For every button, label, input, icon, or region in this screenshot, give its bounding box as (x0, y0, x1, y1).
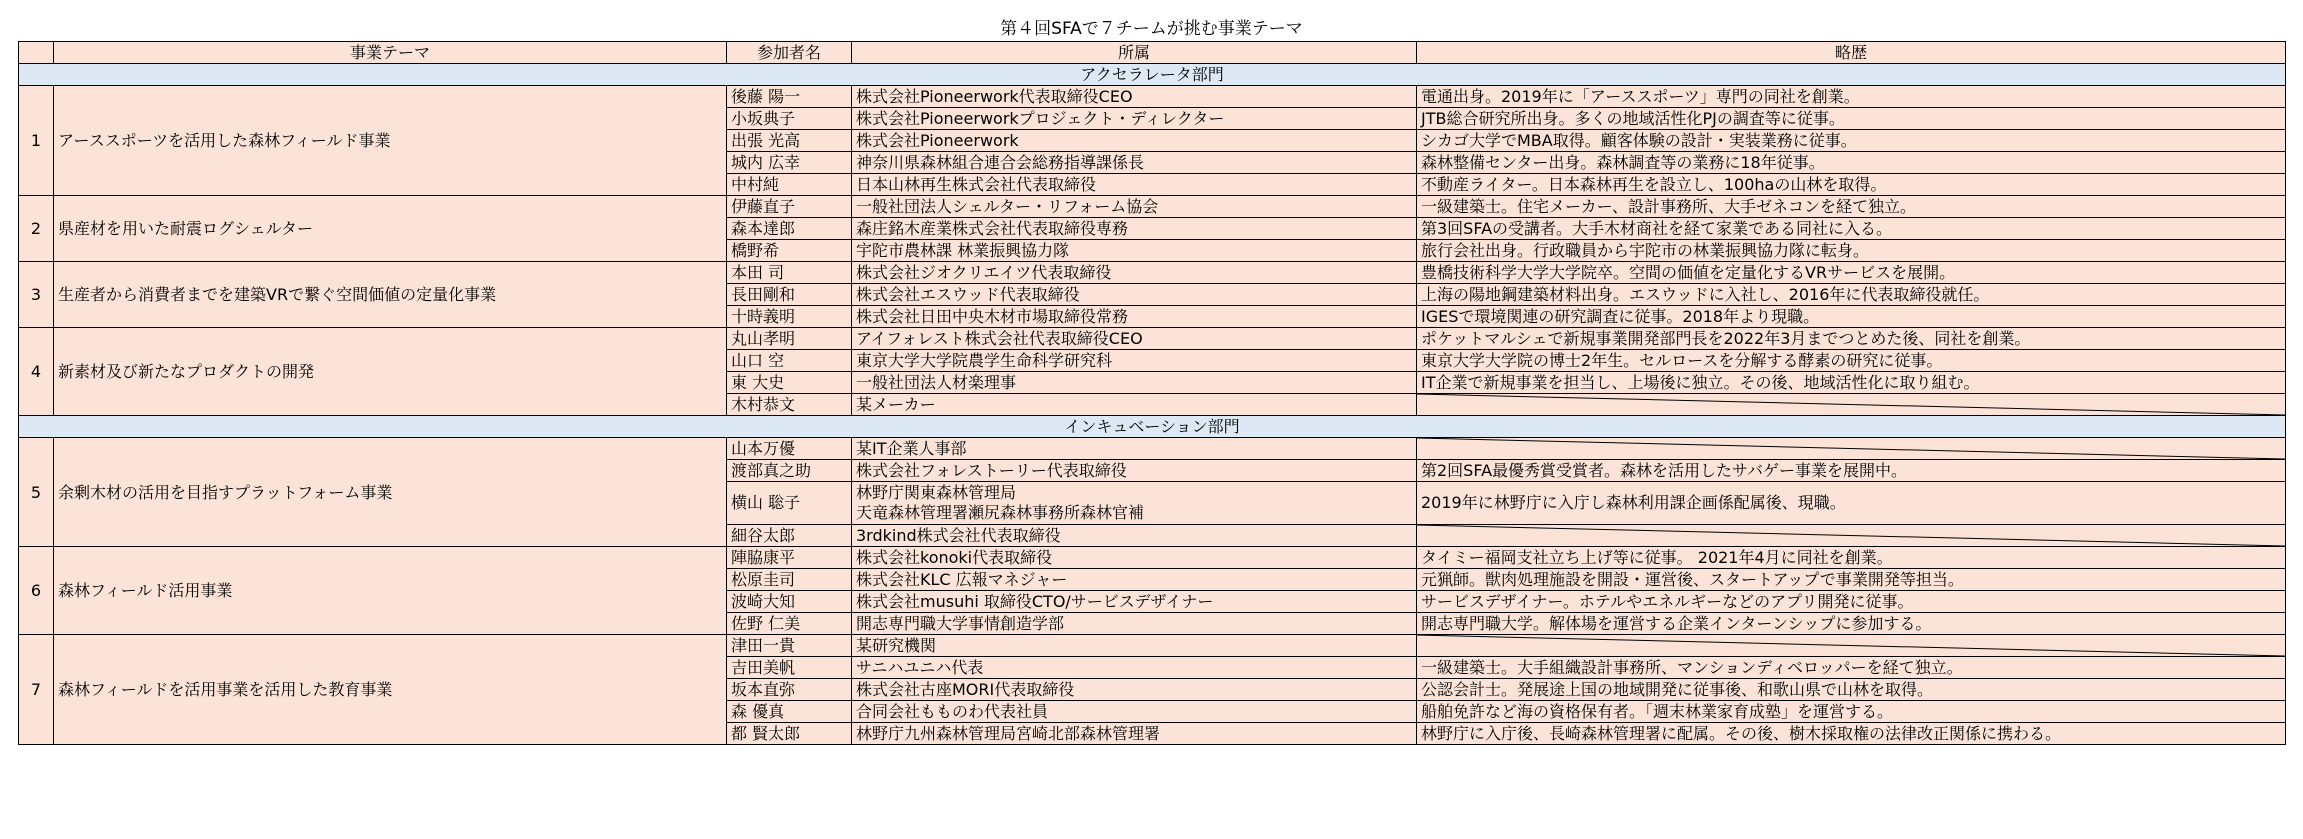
member-name: 吉田美帆 (727, 657, 852, 679)
member-bio: 東京大学大学院の博士2年生。セルロースを分解する酵素の研究に従事。 (1417, 350, 2286, 372)
themes-table (18, 41, 2286, 745)
member-bio: 船舶免許など海の資格保有者。「週末林業家育成塾」を運営する。 (1417, 701, 2286, 723)
member-name: 十時義明 (727, 306, 852, 328)
project-theme: 生産者から消費者までを建築VRで繋ぐ空間価値の定量化事業 (54, 262, 727, 328)
member-bio: サービスデザイナー。ホテルやエネルギーなどのアプリ開発に従事。 (1417, 591, 2286, 613)
section-title: アクセラレータ部門 (19, 64, 2286, 86)
member-name: 本田 司 (727, 262, 852, 284)
member-name: 城内 広幸 (727, 152, 852, 174)
member-affiliation: 株式会社konoki代表取締役 (852, 547, 1417, 569)
project-theme: 新素材及び新たなプロダクトの開発 (54, 328, 727, 416)
member-bio: 一級建築士。住宅メーカー、設計事務所、大手ゼネコンを経て独立。 (1417, 196, 2286, 218)
member-affiliation: 森庄銘木産業株式会社代表取締役専務 (852, 218, 1417, 240)
member-bio: 第2回SFA最優秀賞受賞者。森林を活用したサバゲー事業を展開中。 (1417, 460, 2286, 482)
member-name: 橋野希 (727, 240, 852, 262)
member-name: 小坂典子 (727, 108, 852, 130)
project-number: 5 (19, 438, 54, 547)
empty-cell-slash (1417, 438, 2285, 459)
member-name: 丸山孝明 (727, 328, 852, 350)
member-affiliation: 某メーカー (852, 394, 1417, 416)
member-affiliation: 株式会社ジオクリエイツ代表取締役 (852, 262, 1417, 284)
member-name: 横山 聡子 (727, 482, 852, 525)
member-bio: 一級建築士。大手組織設計事務所、マンションディベロッパーを経て独立。 (1417, 657, 2286, 679)
member-name: 都 賢太郎 (727, 723, 852, 745)
member-affiliation: 株式会社Pioneerwork (852, 130, 1417, 152)
member-bio: 2019年に林野庁に入庁し森林利用課企画係配属後、現職。 (1417, 482, 2286, 525)
member-affiliation (852, 482, 1417, 525)
member-name: 津田一貴 (727, 635, 852, 657)
member-name: 長田剛和 (727, 284, 852, 306)
table-row (19, 196, 2286, 218)
project-number: 4 (19, 328, 54, 416)
table-row (19, 328, 2286, 350)
project-theme: アーススポーツを活用した森林フィールド事業 (54, 86, 727, 196)
member-bio: 第3回SFAの受講者。大手木材商社を経て家業である同社に入る。 (1417, 218, 2286, 240)
project-number: 7 (19, 635, 54, 745)
member-affiliation: 一般社団法人材楽理事 (852, 372, 1417, 394)
page-title: 第４回SFAで７チームが挑む事業テーマ (1000, 19, 1303, 39)
member-name: 中村純 (727, 174, 852, 196)
member-name: 渡部真之助 (727, 460, 852, 482)
member-bio: 公認会計士。発展途上国の地域開発に従事後、和歌山県で山林を取得。 (1417, 679, 2286, 701)
member-bio: タイミー福岡支社立ち上げ等に従事。 2021年4月に同社を創業。 (1417, 547, 2286, 569)
header-theme: 事業テーマ (54, 42, 727, 64)
empty-cell-slash (1417, 394, 2285, 415)
section-row (19, 64, 2286, 86)
member-bio (1417, 438, 2286, 460)
section-row (19, 416, 2286, 438)
project-number: 6 (19, 547, 54, 635)
member-name: 東 大史 (727, 372, 852, 394)
member-bio (1417, 394, 2286, 416)
table-row (19, 86, 2286, 108)
member-affiliation: 株式会社Pioneerworkプロジェクト・ディレクター (852, 108, 1417, 130)
affiliation-line-1: 林野庁関東森林管理局 (856, 483, 1017, 502)
member-affiliation: 3rdkind株式会社代表取締役 (852, 525, 1417, 547)
member-bio: 林野庁に入庁後、長崎森林管理署に配属。その後、樹木採取権の法律改正関係に携わる。 (1417, 723, 2286, 745)
project-theme: 余剰木材の活用を目指すプラットフォーム事業 (54, 438, 727, 547)
section-title: インキュベーション部門 (19, 416, 2286, 438)
member-affiliation: 神奈川県森林組合連合会総務指導課係長 (852, 152, 1417, 174)
project-theme: 県産材を用いた耐震ログシェルター (54, 196, 727, 262)
member-name: 山口 空 (727, 350, 852, 372)
project-theme: 森林フィールド活用事業 (54, 547, 727, 635)
member-affiliation: 林野庁九州森林管理局宮崎北部森林管理署 (852, 723, 1417, 745)
table-body (19, 64, 2286, 745)
member-name: 坂本直弥 (727, 679, 852, 701)
header-bio: 略歴 (1417, 42, 2286, 64)
member-bio: IT企業で新規事業を担当し、上場後に独立。その後、地域活性化に取り組む。 (1417, 372, 2286, 394)
member-bio: JTB総合研究所出身。多くの地域活性化PJの調査等に従事。 (1417, 108, 2286, 130)
project-number: 1 (19, 86, 54, 196)
project-theme: 森林フィールドを活用事業を活用した教育事業 (54, 635, 727, 745)
empty-cell-slash (1417, 635, 2285, 656)
member-bio: ポケットマルシェで新規事業開発部門長を2022年3月までつとめた後、同社を創業。 (1417, 328, 2286, 350)
member-name: 山本万優 (727, 438, 852, 460)
member-bio: 豊橋技術科学大学大学院卒。空間の価値を定量化するVRサービスを展開。 (1417, 262, 2286, 284)
member-affiliation: 某IT企業人事部 (852, 438, 1417, 460)
member-bio: 開志専門職大学。解体場を運営する企業インターンシップに参加する。 (1417, 613, 2286, 635)
member-affiliation: 株式会社Pioneerwork代表取締役CEO (852, 86, 1417, 108)
member-name: 森 優真 (727, 701, 852, 723)
member-affiliation: 一般社団法人シェルター・リフォーム協会 (852, 196, 1417, 218)
table-row (19, 262, 2286, 284)
member-affiliation: 株式会社日田中央木材市場取締役常務 (852, 306, 1417, 328)
member-name: 出張 光高 (727, 130, 852, 152)
member-affiliation: 株式会社musuhi 取締役CTO/サービスデザイナー (852, 591, 1417, 613)
member-name: 森本達郎 (727, 218, 852, 240)
member-name: 松原圭司 (727, 569, 852, 591)
member-bio: シカゴ大学でMBA取得。顧客体験の設計・実装業務に従事。 (1417, 130, 2286, 152)
table-row (19, 547, 2286, 569)
member-bio (1417, 525, 2286, 547)
member-affiliation: 株式会社フォレストーリー代表取締役 (852, 460, 1417, 482)
member-bio: 森林整備センター出身。森林調査等の業務に18年従事。 (1417, 152, 2286, 174)
member-affiliation: 株式会社エスウッド代表取締役 (852, 284, 1417, 306)
member-bio: 旅行会社出身。行政職員から宇陀市の林業振興協力隊に転身。 (1417, 240, 2286, 262)
member-bio (1417, 635, 2286, 657)
member-bio: 不動産ライター。日本森林再生を設立し、100haの山林を取得。 (1417, 174, 2286, 196)
header-name: 参加者名 (727, 42, 852, 64)
member-name: 伊藤直子 (727, 196, 852, 218)
member-affiliation: 日本山林再生株式会社代表取締役 (852, 174, 1417, 196)
header-row (19, 42, 2286, 64)
member-name: 佐野 仁美 (727, 613, 852, 635)
member-affiliation: 宇陀市農林課 林業振興協力隊 (852, 240, 1417, 262)
member-name: 後藤 陽一 (727, 86, 852, 108)
member-affiliation: 開志専門職大学事情創造学部 (852, 613, 1417, 635)
member-affiliation: 東京大学大学院農学生命科学研究科 (852, 350, 1417, 372)
project-number: 2 (19, 196, 54, 262)
member-bio: IGESで環境関連の研究調査に従事。2018年より現職。 (1417, 306, 2286, 328)
member-name: 木村恭文 (727, 394, 852, 416)
member-bio: 上海の陽地鋼建築材料出身。エスウッドに入社し、2016年に代表取締役就任。 (1417, 284, 2286, 306)
table-row (19, 438, 2286, 460)
header-affiliation: 所属 (852, 42, 1417, 64)
affiliation-line-2: 天竜森林管理署瀬尻森林事務所森林官補 (856, 503, 1145, 522)
project-number: 3 (19, 262, 54, 328)
table-row (19, 635, 2286, 657)
member-affiliation: 合同会社もものわ代表社員 (852, 701, 1417, 723)
member-affiliation: 株式会社KLC 広報マネジャー (852, 569, 1417, 591)
member-affiliation: アイフォレスト株式会社代表取締役CEO (852, 328, 1417, 350)
empty-cell-slash (1417, 525, 2285, 546)
member-affiliation: サニハユニハ代表 (852, 657, 1417, 679)
header-no (19, 42, 54, 64)
member-name: 細谷太郎 (727, 525, 852, 547)
member-affiliation: 某研究機関 (852, 635, 1417, 657)
member-bio: 電通出身。2019年に「アーススポーツ」専門の同社を創業。 (1417, 86, 2286, 108)
member-bio: 元猟師。獣肉処理施設を開設・運営後、スタートアップで事業開発等担当。 (1417, 569, 2286, 591)
member-name: 陣脇康平 (727, 547, 852, 569)
member-affiliation: 株式会社古座MORI代表取締役 (852, 679, 1417, 701)
member-name: 波崎大知 (727, 591, 852, 613)
